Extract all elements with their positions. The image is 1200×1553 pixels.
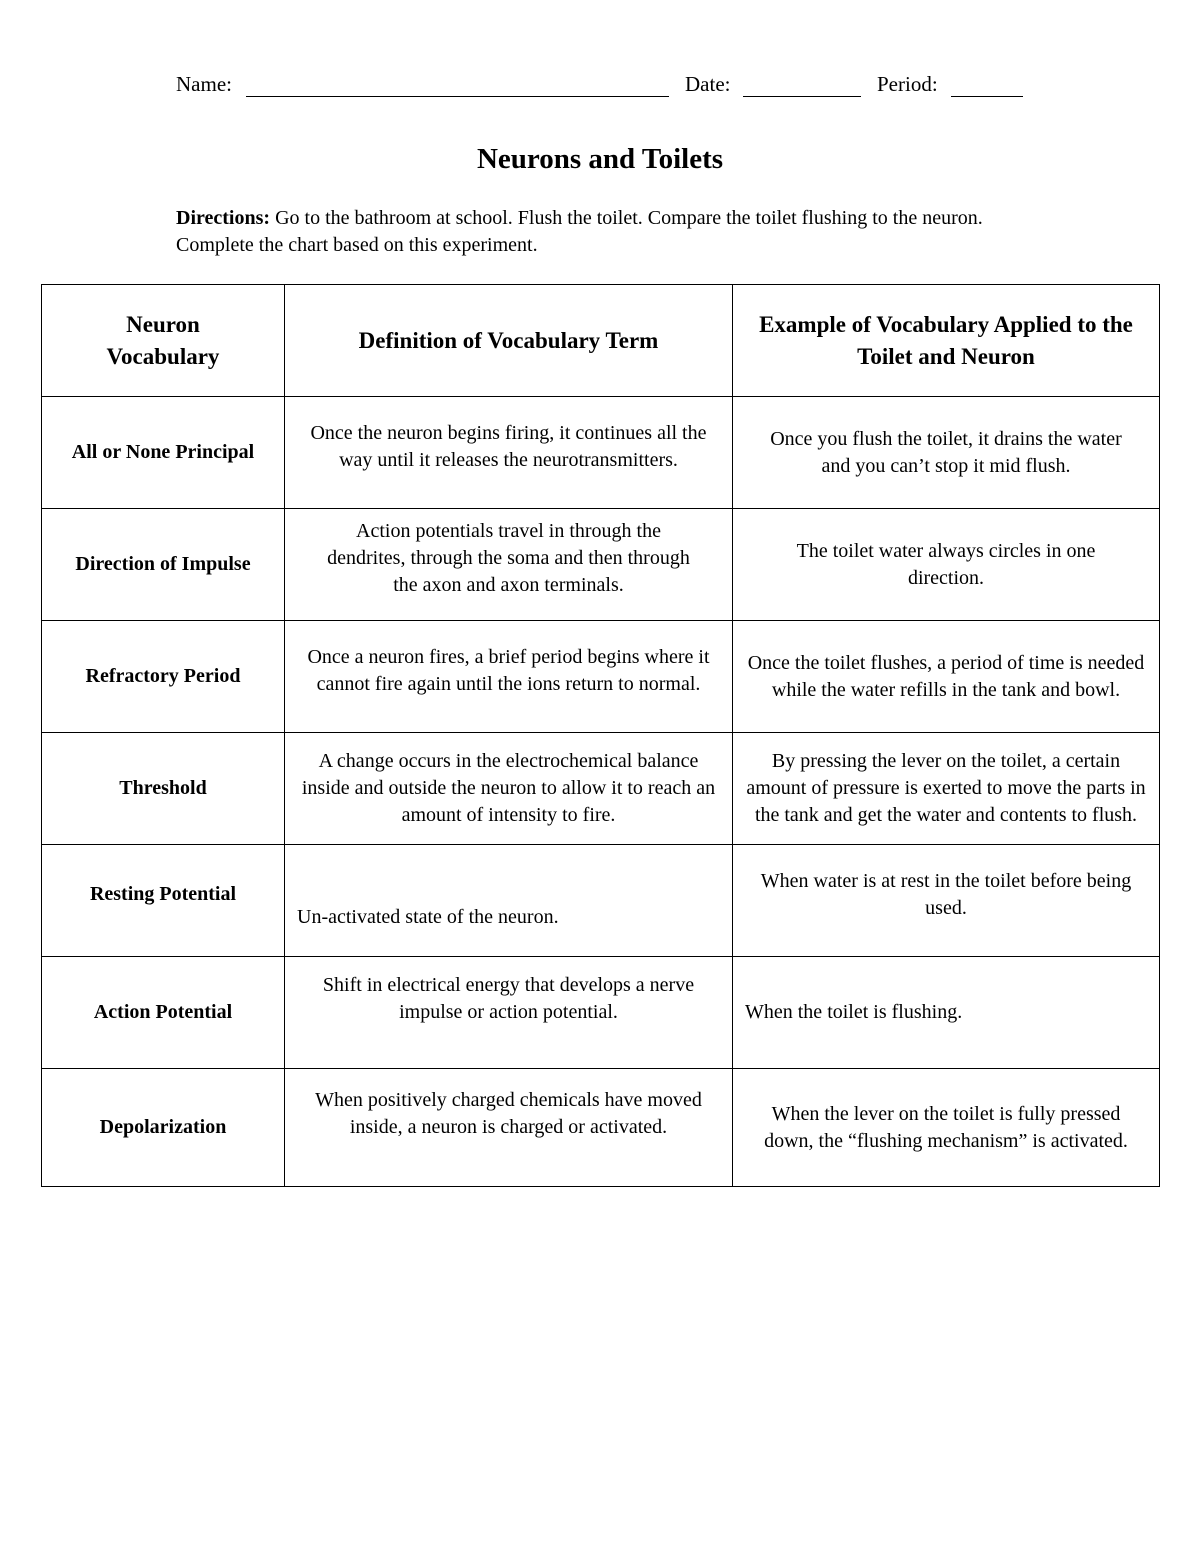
date-field[interactable] xyxy=(743,96,861,97)
table-row xyxy=(42,845,1160,957)
table-row xyxy=(42,397,1160,509)
table-row xyxy=(42,957,1160,1069)
header-definition: Definition of Vocabulary Term xyxy=(285,285,733,397)
term-cell: Refractory Period xyxy=(42,621,285,733)
table-row xyxy=(42,509,1160,621)
definition-cell: A change occurs in the electrochemical balance inside and outside the neuron to allow it to reach an amount of intensity to fire. xyxy=(285,733,733,845)
period-label: Period: xyxy=(877,72,938,96)
term-cell: Threshold xyxy=(42,733,285,845)
definition-cell: Shift in electrical energy that develops a nerve impulse or action potential. xyxy=(285,957,733,1069)
date-label: Date: xyxy=(685,72,731,96)
example-cell: Once the toilet flushes, a period of time is needed while the water refills in the tank and bowl. xyxy=(733,621,1160,733)
table-row xyxy=(42,621,1160,733)
directions xyxy=(176,205,1036,259)
period-field[interactable] xyxy=(951,96,1023,97)
definition-cell: Once the neuron begins firing, it continues all the way until it releases the neurotransmitters. xyxy=(285,397,733,509)
header-neuron-vocabulary: Neuron Vocabulary xyxy=(42,285,285,397)
name-field[interactable] xyxy=(246,96,669,97)
definition-cell: Un-activated state of the neuron. xyxy=(285,845,733,957)
example-cell: Once you flush the toilet, it drains the water and you can’t stop it mid flush. xyxy=(733,397,1160,509)
header-row xyxy=(42,285,1160,397)
table-row xyxy=(42,733,1160,845)
directions-label: Directions: xyxy=(176,207,271,229)
example-cell: When the lever on the toilet is fully pressed down, the “flushing mechanism” is activated. xyxy=(733,1069,1160,1187)
example-cell: The toilet water always circles in one direction. xyxy=(733,509,1160,621)
term-cell: Action Potential xyxy=(42,957,285,1069)
name-label: Name: xyxy=(176,72,232,96)
header-example: Example of Vocabulary Applied to the Toilet and Neuron xyxy=(733,285,1160,397)
student-info-line xyxy=(176,72,1036,102)
example-cell: When the toilet is flushing. xyxy=(733,957,1160,1069)
table-row xyxy=(42,1069,1160,1187)
definition-cell: When positively charged chemicals have moved inside, a neuron is charged or activated. xyxy=(285,1069,733,1187)
vocabulary-chart xyxy=(41,284,1160,1187)
example-cell: By pressing the lever on the toilet, a certain amount of pressure is exerted to move the parts in the tank and get the water and contents to flush. xyxy=(733,733,1160,845)
definition-cell: Action potentials travel in through the dendrites, through the soma and then through the axon and axon terminals. xyxy=(285,509,733,621)
term-cell: All or None Principal xyxy=(42,397,285,509)
definition-cell: Once a neuron fires, a brief period begins where it cannot fire again until the ions return to normal. xyxy=(285,621,733,733)
example-cell: When water is at rest in the toilet before being used. xyxy=(733,845,1160,957)
term-cell: Direction of Impulse xyxy=(42,509,285,621)
directions-text: Go to the bathroom at school. Flush the toilet. Compare the toilet flushing to the neuron. Complete the chart based on this experiment. xyxy=(176,207,983,256)
term-cell: Depolarization xyxy=(42,1069,285,1187)
term-cell: Resting Potential xyxy=(42,845,285,957)
page-title: Neurons and Toilets xyxy=(476,143,724,175)
